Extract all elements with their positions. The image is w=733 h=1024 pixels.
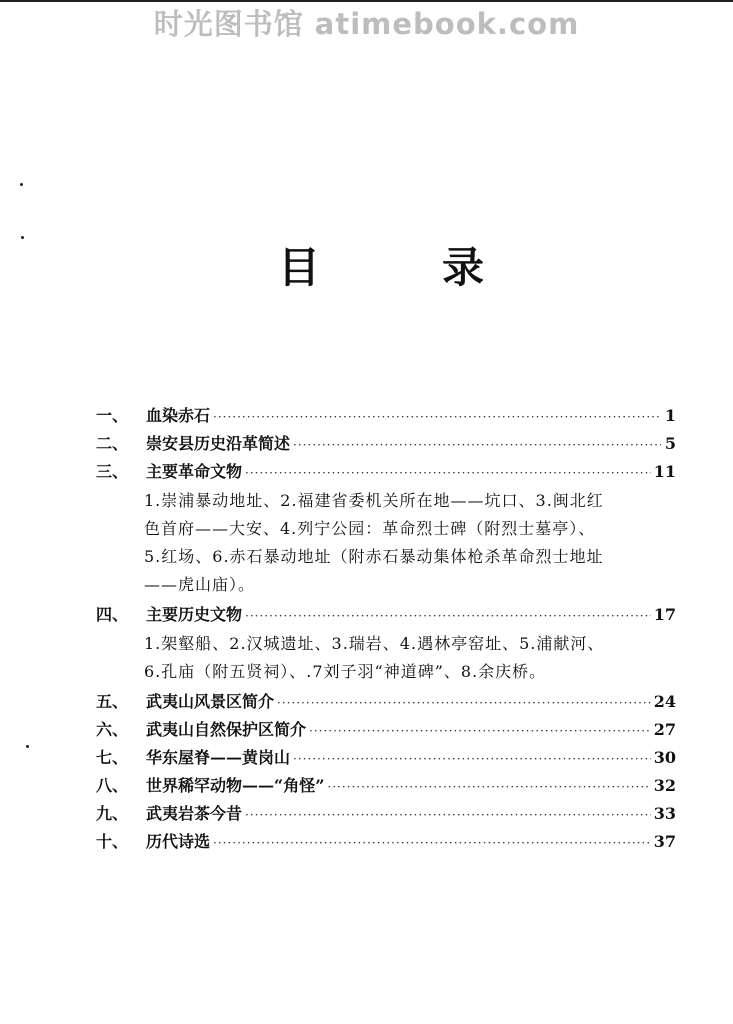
toc-entry-number: 六、 [96,720,129,739]
toc-entry[interactable] [96,772,676,800]
toc-subentries [96,630,676,686]
dot-leader [293,745,651,773]
toc-entry-number: 三、 [96,462,129,481]
toc-subentry-line: 色首府——大安、4.列宁公园：革命烈士碑（附烈士墓亭）、 [144,519,596,538]
toc-entry-number: 七、 [96,748,129,767]
toc-entry[interactable] [96,458,676,486]
toc-entry-number: 九、 [96,804,129,823]
toc-entry-page: 32 [653,776,676,795]
toc-entry-page: 5 [664,434,676,453]
toc-entry-title: 血染赤石 [146,406,211,425]
title-char-1: 目 [278,243,321,292]
toc-entry-page: 33 [653,804,676,823]
toc-entry[interactable] [96,402,676,430]
dot-leader [277,689,651,717]
toc-entry[interactable] [96,800,676,828]
title-char-2: 录 [442,243,485,292]
toc-entry-number: 五、 [96,692,129,711]
page-title [250,238,550,298]
toc-subentry-line: ——虎山庙）。 [144,575,256,594]
toc-entry-page: 27 [653,720,676,739]
toc-entry[interactable] [96,828,676,856]
table-of-contents [96,402,676,856]
scan-speck [21,236,24,239]
toc-subentries [96,487,676,599]
toc-entry[interactable] [96,601,676,629]
toc-subentry-line: 1.崇浦暴动地址、2.福建省委机关所在地——坑口、3.闽北红 [144,491,604,510]
toc-entry-number: 八、 [96,776,129,795]
dot-leader [213,829,651,857]
watermark: 时光图书馆 atimebook.com [153,7,580,41]
toc-entry-title: 世界稀罕动物——“角怪” [146,776,325,795]
toc-entry-title: 崇安县历史沿革简述 [146,434,291,453]
dot-leader [293,431,661,459]
toc-entry-title: 主要历史文物 [146,605,243,624]
toc-entry[interactable] [96,430,676,458]
dot-leader [327,773,650,801]
toc-entry[interactable] [96,744,676,772]
toc-entry-page: 1 [664,406,676,425]
toc-subentry-line: 6.孔庙（附五贤祠）、.7刘子羽“神道碑”、8.余庆桥。 [144,662,547,681]
toc-entry-number: 一、 [96,406,129,425]
toc-entry-number: 二、 [96,434,129,453]
scan-speck [26,745,29,748]
toc-entry-number: 十、 [96,832,129,851]
toc-subentry-line: 5.红场、6.赤石暴动地址（附赤石暴动集体枪杀革命烈士地址 [144,547,604,566]
toc-entry-page: 17 [653,605,676,624]
dot-leader [213,403,661,431]
top-rule [0,0,733,2]
toc-entry-page: 24 [653,692,676,711]
toc-entry-page: 37 [653,832,676,851]
toc-subentry-line: 1.架壑船、2.汉城遗址、3.瑞岩、4.遇林亭窑址、5.浦献河、 [144,634,605,653]
dot-leader [245,459,651,487]
toc-entry[interactable] [96,716,676,744]
toc-entry-page: 11 [653,462,676,481]
toc-entry-title: 主要革命文物 [146,462,243,481]
toc-entry-title: 华东屋脊——黄岗山 [146,748,291,767]
toc-entry-title: 武夷岩茶今昔 [146,804,243,823]
scan-speck [20,183,23,186]
toc-entry-title: 武夷山自然保护区简介 [146,720,307,739]
toc-entry[interactable] [96,688,676,716]
toc-entry-page: 30 [653,748,676,767]
toc-entry-number: 四、 [96,605,129,624]
toc-entry-title: 武夷山风景区简介 [146,692,275,711]
dot-leader [309,717,651,745]
dot-leader [245,602,651,630]
dot-leader [245,801,651,829]
toc-entry-title: 历代诗选 [146,832,211,851]
